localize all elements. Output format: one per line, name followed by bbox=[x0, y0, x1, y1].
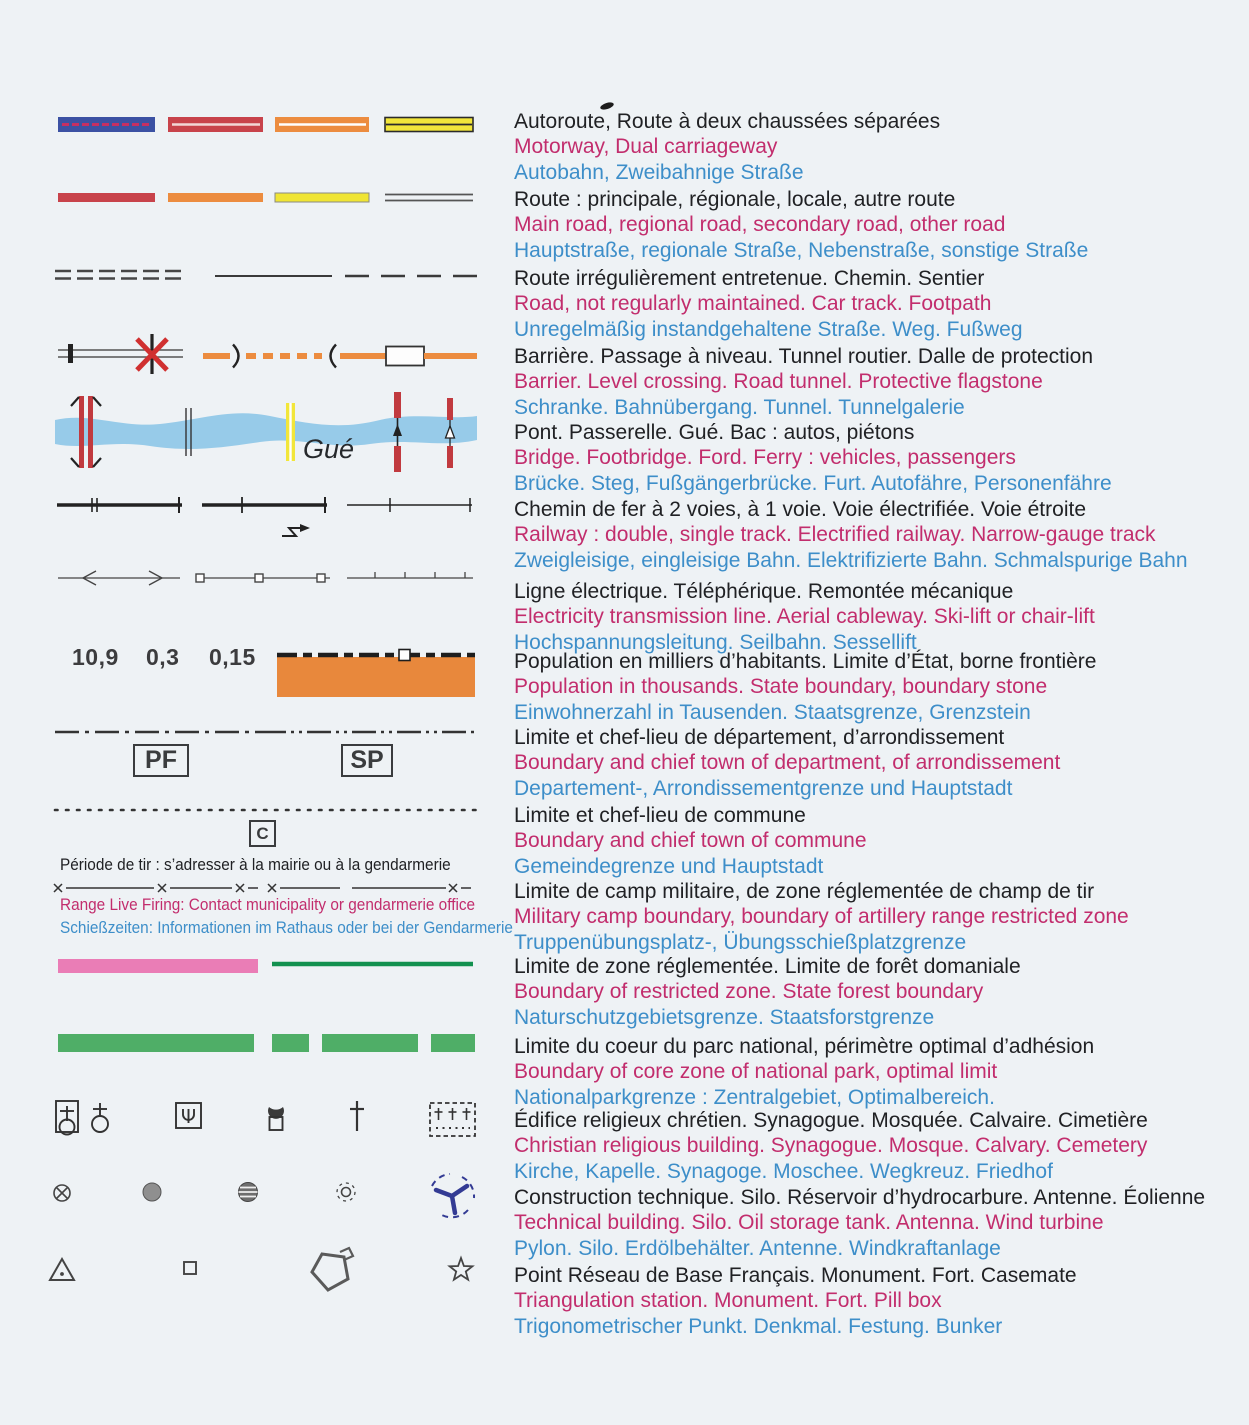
legend-row bbox=[514, 725, 1244, 801]
legend-text-en: Boundary and chief town of department, of arrondissement bbox=[514, 751, 1061, 775]
legend-text-fr: Autoroute, Route à deux chaussées séparées bbox=[514, 110, 941, 133]
legend-text-fr: Chemin de fer à 2 voies, à 1 voie. Voie électrifiée. Voie étroite bbox=[514, 498, 1086, 521]
pillbox-icon bbox=[450, 1258, 473, 1280]
ford-label: Gué bbox=[303, 434, 355, 464]
legend-text-en: Technical building. Silo. Oil storage tank. Antenna. Wind turbine bbox=[514, 1211, 1104, 1235]
mosque-icon bbox=[268, 1107, 284, 1130]
railway-narrow-gauge-icon bbox=[347, 498, 472, 512]
legend-text-en: Population in thousands. State boundary, boundary stone bbox=[514, 675, 1048, 699]
legend-text-de: Trigonometrischer Punkt. Denkmal. Festung. Bunker bbox=[514, 1314, 1003, 1338]
legend-text-fr: Route : principale, régionale, locale, autre route bbox=[514, 188, 956, 211]
legend-text-de: Naturschutzgebietsgrenze. Staatsforstgrenze bbox=[514, 1005, 935, 1029]
power-line-icon bbox=[58, 571, 180, 585]
ski-lift-icon bbox=[347, 572, 473, 578]
legend-text-de: Nationalparkgrenze : Zentralgebiet, Optimalbereich. bbox=[514, 1085, 995, 1109]
legend-text-en: Electricity transmission line. Aerial cableway. Ski-lift or chair-lift bbox=[514, 605, 1095, 629]
main-road-icon bbox=[58, 193, 155, 202]
legend-text-de: Hochspannungsleitung. Seilbahn. Sessellift bbox=[514, 630, 917, 654]
antenna-icon bbox=[337, 1183, 355, 1201]
legend-row bbox=[514, 803, 1244, 879]
legend-text-de: Hauptstraße, regionale Straße, Nebenstraße, sonstige Straße bbox=[514, 238, 1089, 262]
secondary-road-icon bbox=[275, 193, 369, 202]
legend-text-de: Pylon. Silo. Erdölbehälter. Antenne. Windkraftanlage bbox=[514, 1236, 1001, 1260]
legend-row bbox=[514, 1263, 1244, 1339]
synagogue-icon bbox=[176, 1103, 201, 1128]
legend-text-de: Einwohnerzahl in Tausenden. Staatsgrenze, Grenzstein bbox=[514, 700, 1031, 724]
road-tunnel-icon bbox=[203, 345, 386, 368]
legend-text-fr: Barrière. Passage à niveau. Tunnel routier. Dalle de protection bbox=[514, 345, 1094, 368]
legend-row bbox=[514, 187, 1244, 263]
legend-text-fr: Limite et chef-lieu de département, d’arrondissement bbox=[514, 726, 1005, 749]
legend-text-fr: Limite du coeur du parc national, périmètre optimal d’adhésion bbox=[514, 1035, 1095, 1058]
legend-row bbox=[514, 954, 1244, 1030]
legend-row bbox=[514, 109, 1244, 185]
legend-text-de: Gemeindegrenze und Hauptstadt bbox=[514, 854, 824, 878]
calvary-icon bbox=[350, 1101, 364, 1131]
legend-row bbox=[514, 497, 1244, 573]
legend-text-en: Main road, regional road, secondary road, other road bbox=[514, 213, 1006, 237]
legend-text-de: Unregelmäßig instandgehaltene Straße. Weg. Fußweg bbox=[514, 317, 1023, 341]
legend-text-fr: Population en milliers d’habitants. Limite d’État, borne frontière bbox=[514, 650, 1097, 673]
legend-text-en: Railway : double, single track. Electrified railway. Narrow-gauge track bbox=[514, 523, 1156, 547]
legend-text-fr: Édifice religieux chrétien. Synagogue. Mosquée. Calvaire. Cimetière bbox=[514, 1109, 1148, 1132]
legend-text-en: Boundary of restricted zone. State forest boundary bbox=[514, 980, 984, 1004]
level-crossing-icon bbox=[137, 334, 167, 374]
legend-text-en: Motorway, Dual carriageway bbox=[514, 135, 778, 159]
legend-text-de: Autobahn, Zweibahnige Straße bbox=[514, 160, 804, 184]
national-park-core-icon bbox=[58, 1034, 254, 1052]
population-value-2: 0,3 bbox=[146, 644, 180, 670]
other-road-icon bbox=[385, 195, 473, 201]
monument-icon bbox=[184, 1262, 196, 1274]
church-icon bbox=[56, 1101, 78, 1135]
legend-text-en: Bridge. Footbridge. Ford. Ferry : vehicles, passengers bbox=[514, 446, 1016, 470]
triangulation-station-icon bbox=[50, 1259, 74, 1280]
dual-carriageway-orange-icon bbox=[275, 117, 369, 132]
state-boundary-icon bbox=[277, 650, 475, 698]
legend-row bbox=[514, 1108, 1244, 1184]
legend-text-fr: Ligne électrique. Téléphérique. Remontée mécanique bbox=[514, 580, 1014, 603]
legend-text-de: Truppenübungsplatz-, Übungsschießplatzgrenze bbox=[514, 930, 967, 954]
wind-turbine-icon bbox=[432, 1174, 474, 1217]
legend-text-en: Military camp boundary, boundary of artillery range restricted zone bbox=[514, 905, 1129, 929]
firing-range-note-de: Schießzeiten: Informationen im Rathaus oder bei der Gendarmerie bbox=[60, 919, 513, 937]
restricted-zone-icon bbox=[58, 959, 258, 973]
legend-text-de: Departement-, Arrondissementgrenze und Hauptstadt bbox=[514, 776, 1013, 800]
legend-row bbox=[514, 266, 1244, 342]
population-value-3: 0,15 bbox=[209, 644, 256, 670]
legend-text-fr: Route irrégulièrement entretenue. Chemin. Sentier bbox=[514, 267, 985, 290]
oil-tank-icon bbox=[239, 1183, 258, 1202]
legend-text-en: Boundary and chief town of commune bbox=[514, 829, 867, 853]
technical-building-icon bbox=[54, 1185, 70, 1201]
river-icon bbox=[55, 413, 477, 449]
legend-text-fr: Point Réseau de Base Français. Monument. Fort. Casemate bbox=[514, 1264, 1077, 1287]
protective-flagstone-icon bbox=[386, 347, 477, 366]
legend-text-fr: Pont. Passerelle. Gué. Bac : autos, piétons bbox=[514, 421, 915, 444]
fort-icon bbox=[312, 1248, 353, 1290]
legend-text-de: Brücke. Steg, Fußgängerbrücke. Furt. Autofähre, Personenfähre bbox=[514, 471, 1112, 495]
prefecture-box: PF bbox=[133, 744, 189, 777]
legend-row bbox=[514, 344, 1244, 420]
legend-text-en: Boundary of core zone of national park, optimal limit bbox=[514, 1060, 998, 1084]
legend-row bbox=[514, 879, 1244, 955]
railway-electrified-icon bbox=[202, 497, 327, 536]
motorway-icon bbox=[58, 117, 155, 132]
legend-text-de: Zweigleisige, eingleisige Bahn. Elektrifizierte Bahn. Schmalspurige Bahn bbox=[514, 548, 1188, 572]
legend-text-en: Road, not regularly maintained. Car track. Footpath bbox=[514, 292, 992, 316]
aerial-cableway-icon bbox=[196, 574, 330, 582]
legend-text-de: Schranke. Bahnübergang. Tunnel. Tunnelgalerie bbox=[514, 395, 965, 419]
national-park-optimal-icon bbox=[272, 1034, 475, 1052]
barrier-icon bbox=[58, 344, 183, 363]
subprefecture-box: SP bbox=[341, 744, 393, 777]
military-boundary-icon bbox=[54, 884, 471, 892]
population-value-1: 10,9 bbox=[72, 644, 119, 670]
legend-text-de: Kirche, Kapelle. Synagoge. Moschee. Wegkreuz. Friedhof bbox=[514, 1159, 1053, 1183]
regional-road-icon bbox=[168, 193, 263, 202]
legend-text-en: Triangulation station. Monument. Fort. Pill box bbox=[514, 1289, 942, 1313]
firing-range-note-en: Range Live Firing: Contact municipality or gendarmerie office bbox=[60, 896, 476, 914]
legend-row bbox=[514, 1034, 1244, 1110]
unmaintained-road-icon bbox=[55, 271, 183, 279]
legend-row bbox=[514, 579, 1244, 655]
legend-text-en: Barrier. Level crossing. Road tunnel. Protective flagstone bbox=[514, 370, 1043, 394]
legend-text-fr: Limite de zone réglementée. Limite de forêt domaniale bbox=[514, 955, 1021, 978]
legend-text-fr: Limite de camp militaire, de zone réglementée de champ de tir bbox=[514, 880, 1095, 903]
dual-carriageway-red-icon bbox=[168, 117, 263, 132]
ferry-passengers-icon bbox=[446, 398, 455, 468]
dual-carriageway-yellow-icon bbox=[385, 118, 473, 132]
boundary-stone-icon bbox=[399, 650, 410, 661]
ford-icon bbox=[286, 403, 295, 461]
railway-double-icon bbox=[57, 497, 182, 513]
legend-text-fr: Construction technique. Silo. Réservoir d’hydrocarbure. Antenne. Éolienne bbox=[514, 1186, 1206, 1209]
legend-row bbox=[514, 649, 1244, 725]
legend-row bbox=[514, 420, 1244, 496]
firing-range-note-fr: Période de tir : s’adresser à la mairie ou à la gendarmerie bbox=[60, 856, 451, 874]
chapel-icon bbox=[92, 1103, 108, 1132]
silo-icon bbox=[143, 1183, 161, 1201]
commune-box: C bbox=[249, 820, 276, 847]
legend-text-fr: Limite et chef-lieu de commune bbox=[514, 804, 806, 827]
legend-row bbox=[514, 1185, 1244, 1261]
legend-text-en: Christian religious building. Synagogue. Mosque. Calvary. Cemetery bbox=[514, 1134, 1148, 1158]
cemetery-icon bbox=[430, 1103, 475, 1136]
